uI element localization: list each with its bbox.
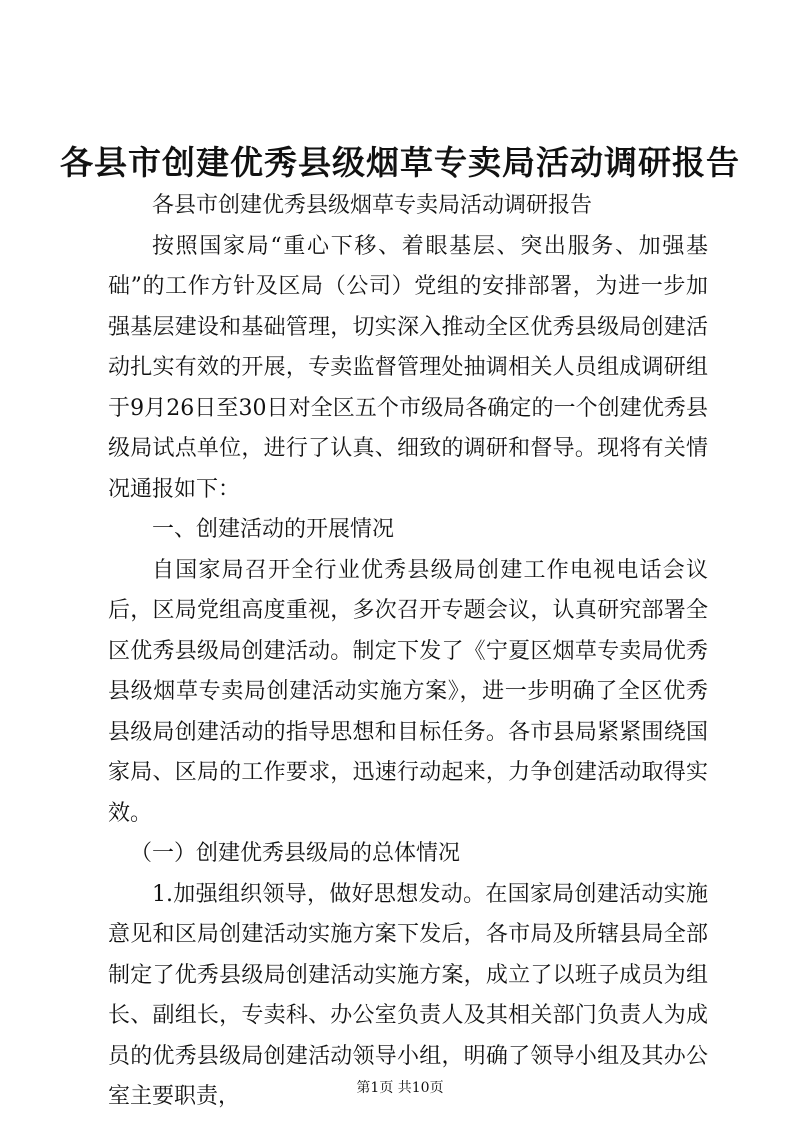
subtitle-paragraph: 各县市创建优秀县级烟草专卖局活动调研报告 [152,193,593,218]
section-heading: 一、创建活动的开展情况 [152,517,395,542]
document-title: 各县市创建优秀县级烟草专卖局活动调研报告 [60,143,740,182]
page-number-footer: 第1页 共10页 [356,1080,444,1096]
subsection-heading: （一）创建优秀县级局的总体情况 [130,841,461,866]
intro-paragraph: 按照国家局“重心下移、着眼基层、突出服务、加强基础”的工作方针及区局（公司）党组的安排部署，为进一步加强基层建设和基础管理，切实深入推动全区优秀县级局创建活动扎实有效的开展，专卖监督管理处抽调相关人员组成调研组于9月26日至30日对全区五个市级局各确定的一个创建优秀县级局试点单位，进行了认真、细致的调研和督导。现将有关情况通报如下： [108,233,708,502]
document-body [108,186,708,1118]
body-paragraph: 自国家局召开全行业优秀县级局创建工作电视电话会议后，区局党组高度重视，多次召开专题会议，认真研究部署全区优秀县级局创建活动。制定下发了《宁夏区烟草专卖局优秀县级烟草专卖局创建活动实施方案》，进一步明确了全区优秀县级局创建活动的指导思想和目标任务。各市县局紧紧围绕国家局、区局的工作要求，迅速行动起来，力争创建活动取得实效。 [108,557,708,826]
body-paragraph: 1.加强组织领导，做好思想发动。在国家局创建活动实施意见和区局创建活动实施方案下发后，各市局及所辖县局全部制定了优秀县级局创建活动实施方案，成立了以班子成员为组长、副组长，专卖科、办公室负责人及其相关部门负责人为成员的优秀县级局创建活动领导小组，明确了领导小组及其办公室主要职责， [108,881,708,1109]
